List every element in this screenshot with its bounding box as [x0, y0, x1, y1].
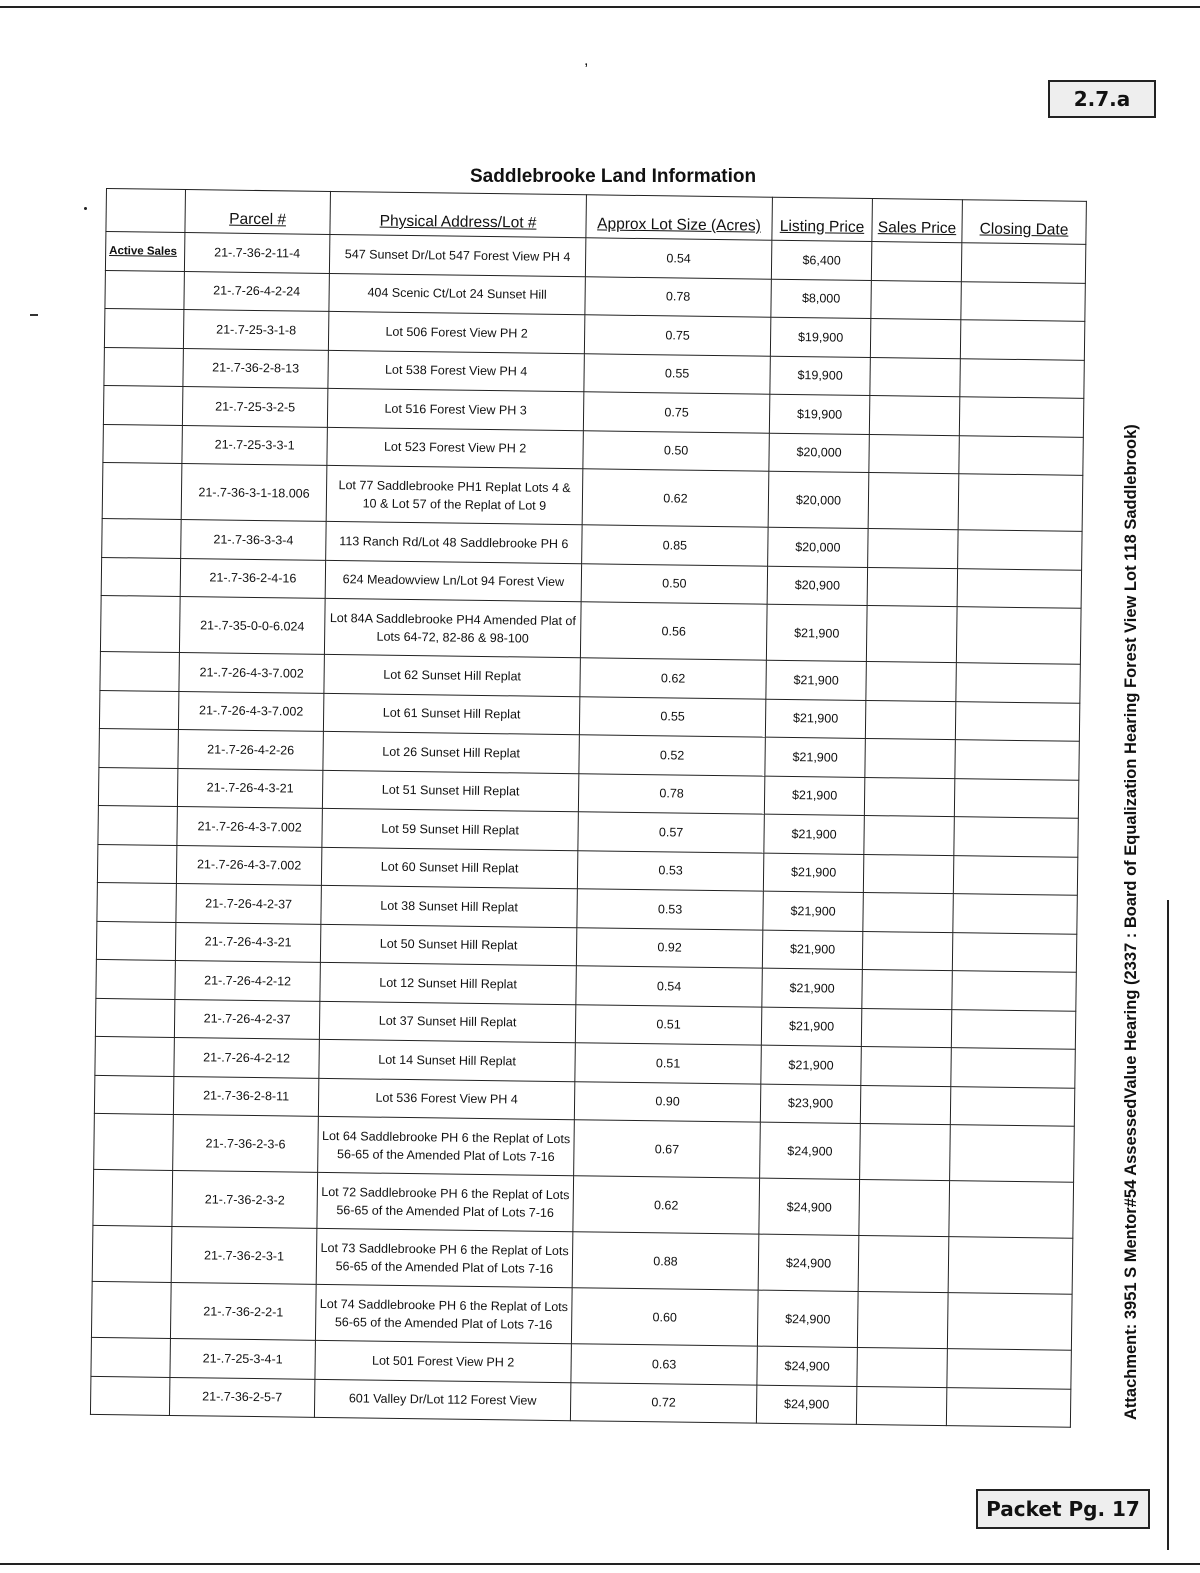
- row-status-cell: [102, 462, 182, 519]
- sales-price-cell: [861, 1008, 951, 1048]
- address-cell: Lot 523 Forest View PH 2: [327, 427, 583, 469]
- parcel-cell: 21-.7-26-4-3-7.002: [178, 691, 323, 731]
- agenda-item-stamp: 2.7.a: [1048, 80, 1156, 118]
- lot-size-cell: 0.51: [575, 1004, 761, 1045]
- closing-date-cell: [954, 817, 1078, 857]
- listing-price-cell: $24,900: [758, 1234, 859, 1291]
- sales-price-cell: [869, 396, 959, 436]
- margin-rule: [1167, 900, 1169, 1550]
- lot-size-cell: 0.53: [577, 889, 763, 930]
- sales-price-cell: [863, 892, 953, 932]
- address-cell: Lot 37 Sunset Hill Replat: [319, 1001, 575, 1043]
- sales-price-cell: [861, 1046, 951, 1086]
- row-status-cell: [103, 424, 182, 464]
- row-status-cell: [95, 1036, 174, 1076]
- row-status-cell: [105, 270, 184, 310]
- closing-date-cell: [950, 1086, 1074, 1126]
- lot-size-cell: 0.62: [582, 469, 769, 527]
- address-cell: Lot 538 Forest View PH 4: [328, 350, 584, 392]
- parcel-cell: 21-.7-26-4-2-12: [174, 1037, 319, 1077]
- closing-date-cell: [958, 474, 1083, 532]
- lot-size-cell: 0.54: [576, 966, 762, 1007]
- sales-price-cell: [867, 567, 957, 607]
- lot-size-cell: 0.62: [573, 1176, 760, 1234]
- listing-price-cell: $20,000: [768, 527, 868, 567]
- address-cell: Lot 64 Saddlebrooke PH 6 the Replat of Lots 56-65 of the Amended Plat of Lots 7-16: [318, 1116, 575, 1175]
- lot-size-cell: 0.92: [576, 927, 762, 968]
- listing-price-cell: $21,900: [765, 737, 865, 777]
- parcel-cell: 21-.7-36-2-5-7: [169, 1377, 314, 1417]
- listing-price-cell: $24,900: [757, 1290, 858, 1347]
- row-status-cell: [100, 651, 179, 691]
- parcel-cell: 21-.7-26-4-2-24: [184, 271, 329, 311]
- address-cell: Lot 516 Forest View PH 3: [327, 388, 583, 430]
- listing-price-cell: $21,900: [766, 660, 866, 700]
- address-cell: Lot 14 Sunset Hill Replat: [319, 1039, 575, 1081]
- lot-size-cell: 0.52: [579, 735, 765, 776]
- address-cell: Lot 84A Saddlebrooke PH4 Amended Plat of Lots 64-72, 82-86 & 98-100: [324, 598, 581, 657]
- listing-price-cell: $19,900: [770, 356, 870, 396]
- row-status-cell: [96, 921, 175, 961]
- sales-price-cell: [863, 854, 953, 894]
- row-status-cell: [104, 308, 183, 348]
- address-cell: Lot 61 Sunset Hill Replat: [323, 693, 579, 735]
- closing-date-cell: [959, 435, 1083, 475]
- row-status-cell: [98, 767, 177, 807]
- parcel-cell: 21-.7-26-4-3-21: [175, 922, 320, 962]
- row-status-cell: [95, 998, 174, 1038]
- address-cell: Lot 38 Sunset Hill Replat: [321, 885, 577, 927]
- header-cell: Listing Price: [772, 197, 873, 241]
- parcel-cell: 21-.7-25-3-2-5: [182, 387, 327, 427]
- row-status-cell: [94, 1113, 174, 1170]
- listing-price-cell: $19,900: [770, 317, 870, 357]
- row-status-cell: [102, 518, 181, 558]
- row-status-cell: [91, 1281, 171, 1338]
- row-status-cell: [99, 690, 178, 730]
- closing-date-cell: [960, 358, 1084, 398]
- sales-price-cell: [859, 1179, 950, 1236]
- parcel-cell: 21-.7-36-2-8-11: [173, 1076, 318, 1116]
- address-cell: Lot 506 Forest View PH 2: [328, 311, 584, 353]
- sales-price-cell: [857, 1347, 947, 1387]
- row-status-cell: [90, 1376, 169, 1416]
- lot-size-cell: 0.60: [571, 1288, 758, 1346]
- lot-size-cell: 0.56: [580, 602, 767, 660]
- address-cell: Lot 501 Forest View PH 2: [315, 1340, 571, 1382]
- sales-price-cell: [868, 473, 959, 530]
- sales-price-cell: [862, 931, 952, 971]
- row-status-cell: [92, 1225, 172, 1282]
- closing-date-cell: [956, 607, 1081, 665]
- row-status-cell: [104, 347, 183, 387]
- listing-price-cell: $6,400: [771, 240, 871, 280]
- lot-size-cell: 0.67: [574, 1120, 761, 1178]
- lot-size-cell: 0.53: [577, 850, 763, 891]
- header-cell: Sales Price: [872, 199, 963, 243]
- listing-price-cell: $21,900: [761, 1045, 861, 1085]
- sales-price-cell: [856, 1386, 946, 1426]
- listing-price-cell: $21,900: [761, 1007, 861, 1047]
- sales-price-cell: [866, 605, 957, 662]
- lot-size-cell: 0.50: [583, 430, 769, 471]
- sales-price-cell: [864, 777, 954, 817]
- row-status-cell: [97, 844, 176, 884]
- address-cell: Lot 77 Saddlebrooke PH1 Replat Lots 4 & 10 & Lot 57 of the Replat of Lot 9: [326, 465, 583, 524]
- closing-date-cell: [956, 663, 1080, 703]
- header-cell: Parcel #: [185, 190, 331, 235]
- address-cell: Lot 26 Sunset Hill Replat: [323, 731, 579, 773]
- lot-size-cell: 0.78: [585, 276, 771, 317]
- closing-date-cell: [955, 701, 1079, 741]
- parcel-cell: 21-.7-25-3-1-8: [183, 310, 328, 350]
- land-information-table: [90, 188, 1087, 1428]
- listing-price-cell: $24,900: [756, 1385, 856, 1425]
- address-cell: 547 Sunset Dr/Lot 547 Forest View PH 4: [329, 234, 585, 276]
- parcel-cell: 21-.7-36-2-3-1: [171, 1226, 317, 1284]
- sales-price-cell: [862, 969, 952, 1009]
- closing-date-cell: [952, 971, 1076, 1011]
- sales-price-cell: [865, 738, 955, 778]
- attachment-caption: Attachment: 3951 S Mentor#54 AssessedValue Hearing (2337 : Board of Equalization Hearing Forest View Lot 118 Saddlebrook): [1122, 424, 1140, 1420]
- address-cell: Lot 73 Saddlebrooke PH 6 the Replat of Lots 56-65 of the Amended Plat of Lots 7-16: [316, 1228, 573, 1287]
- row-status-cell: [99, 728, 178, 768]
- closing-date-cell: [951, 1048, 1075, 1088]
- sales-price-cell: [864, 815, 954, 855]
- closing-date-cell: [950, 1125, 1075, 1183]
- listing-price-cell: $21,900: [763, 891, 863, 931]
- row-status-cell: [96, 959, 175, 999]
- listing-price-cell: $21,900: [766, 604, 867, 661]
- parcel-cell: 21-.7-25-3-3-1: [182, 425, 327, 465]
- row-status-cell: [93, 1169, 173, 1226]
- header-cell: Approx Lot Size (Acres): [586, 195, 773, 240]
- listing-price-cell: $8,000: [771, 279, 871, 319]
- sales-price-cell: [869, 434, 959, 474]
- closing-date-cell: [961, 281, 1085, 321]
- row-status-cell: [94, 1075, 173, 1115]
- parcel-cell: 21-.7-25-3-4-1: [170, 1338, 315, 1378]
- address-cell: Lot 536 Forest View PH 4: [318, 1078, 574, 1120]
- header-cell: [106, 189, 186, 233]
- listing-price-cell: $23,900: [760, 1084, 860, 1124]
- sales-price-cell: [870, 357, 960, 397]
- parcel-cell: 21-.7-26-4-3-7.002: [177, 806, 322, 846]
- lot-size-cell: 0.75: [584, 315, 770, 356]
- bottom-border-line: [0, 1563, 1200, 1565]
- address-cell: 404 Scenic Ct/Lot 24 Sunset Hill: [329, 273, 585, 315]
- closing-date-cell: [947, 1349, 1071, 1389]
- header-cell: Closing Date: [962, 200, 1087, 245]
- lot-size-cell: 0.85: [582, 525, 768, 566]
- lot-size-cell: 0.55: [584, 353, 770, 394]
- closing-date-cell: [957, 568, 1081, 608]
- sales-price-cell: [870, 319, 960, 359]
- address-cell: Lot 62 Sunset Hill Replat: [324, 654, 580, 696]
- lot-size-cell: 0.75: [583, 392, 769, 433]
- listing-price-cell: $21,900: [762, 930, 862, 970]
- row-status-cell: [91, 1337, 170, 1377]
- lot-size-cell: 0.51: [575, 1043, 761, 1084]
- lot-size-cell: 0.63: [571, 1344, 757, 1385]
- scan-mark: ,: [584, 52, 589, 69]
- parcel-cell: 21-.7-35-0-0-6.024: [179, 597, 325, 655]
- row-status-cell: [98, 805, 177, 845]
- listing-price-cell: $19,900: [769, 394, 869, 434]
- row-status-cell: [97, 882, 176, 922]
- listing-price-cell: $20,000: [769, 433, 869, 473]
- listing-price-cell: $20,900: [767, 566, 867, 606]
- parcel-cell: 21-.7-36-3-3-4: [181, 520, 326, 560]
- parcel-cell: 21-.7-36-2-2-1: [170, 1282, 316, 1340]
- sales-price-cell: [868, 529, 958, 569]
- parcel-cell: 21-.7-26-4-3-7.002: [179, 653, 324, 693]
- scan-speck: [84, 207, 87, 210]
- closing-date-cell: [961, 243, 1085, 283]
- lot-size-cell: 0.78: [578, 773, 764, 814]
- parcel-cell: 21-.7-36-2-4-16: [180, 558, 325, 598]
- parcel-cell: 21-.7-26-4-2-26: [178, 729, 323, 769]
- parcel-cell: 21-.7-36-2-11-4: [184, 233, 329, 273]
- document-title: Saddlebrooke Land Information: [470, 166, 757, 187]
- sales-price-cell: [858, 1235, 949, 1292]
- listing-price-cell: $21,900: [763, 853, 863, 893]
- lot-size-cell: 0.90: [574, 1081, 760, 1122]
- closing-date-cell: [946, 1387, 1070, 1427]
- parcel-cell: 21-.7-36-2-3-2: [172, 1170, 318, 1228]
- row-status-cell: [101, 557, 180, 597]
- lot-size-cell: 0.55: [579, 696, 765, 737]
- sales-price-cell: [860, 1123, 951, 1180]
- row-status-cell: [100, 595, 180, 652]
- lot-size-cell: 0.54: [585, 238, 771, 279]
- parcel-cell: 21-.7-26-4-2-37: [174, 999, 319, 1039]
- listing-price-cell: $21,900: [764, 814, 864, 854]
- closing-date-cell: [958, 530, 1082, 570]
- sales-price-cell: [866, 661, 956, 701]
- lot-size-cell: 0.72: [570, 1382, 756, 1423]
- lot-size-cell: 0.57: [578, 812, 764, 853]
- address-cell: 113 Ranch Rd/Lot 48 Saddlebrooke PH 6: [326, 521, 582, 563]
- parcel-cell: 21-.7-26-4-3-7.002: [176, 845, 321, 885]
- top-border-line: [0, 6, 1200, 8]
- listing-price-cell: $24,900: [759, 1178, 860, 1235]
- closing-date-cell: [960, 320, 1084, 360]
- closing-date-cell: [949, 1181, 1074, 1239]
- lot-size-cell: 0.50: [581, 563, 767, 604]
- row-status-cell: [103, 385, 182, 425]
- address-cell: 601 Valley Dr/Lot 112 Forest View: [314, 1379, 570, 1421]
- sales-price-cell: [865, 700, 955, 740]
- closing-date-cell: [959, 397, 1083, 437]
- row-status-cell: Active Sales: [105, 232, 184, 272]
- header-cell: Physical Address/Lot #: [330, 191, 587, 237]
- address-cell: Lot 59 Sunset Hill Replat: [322, 808, 578, 850]
- listing-price-cell: $21,900: [762, 968, 862, 1008]
- closing-date-cell: [953, 855, 1077, 895]
- parcel-cell: 21-.7-36-2-3-6: [173, 1114, 319, 1172]
- listing-price-cell: $24,900: [760, 1122, 861, 1179]
- address-cell: Lot 72 Saddlebrooke PH 6 the Replat of Lots 56-65 of the Amended Plat of Lots 7-16: [317, 1172, 574, 1231]
- closing-date-cell: [954, 778, 1078, 818]
- address-cell: Lot 50 Sunset Hill Replat: [320, 924, 576, 966]
- address-cell: 624 Meadowview Ln/Lot 94 Forest View: [325, 560, 581, 602]
- parcel-cell: 21-.7-26-4-2-37: [176, 883, 321, 923]
- closing-date-cell: [952, 932, 1076, 972]
- lot-size-cell: 0.88: [572, 1232, 759, 1290]
- closing-date-cell: [953, 894, 1077, 934]
- listing-price-cell: $20,000: [768, 471, 869, 528]
- address-cell: Lot 12 Sunset Hill Replat: [320, 962, 576, 1004]
- sales-price-cell: [871, 280, 961, 320]
- parcel-cell: 21-.7-26-4-2-12: [175, 960, 320, 1000]
- closing-date-cell: [951, 1009, 1075, 1049]
- address-cell: Lot 51 Sunset Hill Replat: [322, 770, 578, 812]
- parcel-cell: 21-.7-26-4-3-21: [177, 768, 322, 808]
- closing-date-cell: [955, 740, 1079, 780]
- address-cell: Lot 74 Saddlebrooke PH 6 the Replat of Lots 56-65 of the Amended Plat of Lots 7-16: [315, 1284, 572, 1343]
- listing-price-cell: $21,900: [764, 776, 864, 816]
- sales-price-cell: [860, 1085, 950, 1125]
- closing-date-cell: [947, 1293, 1072, 1351]
- lot-size-cell: 0.62: [580, 658, 766, 699]
- listing-price-cell: $24,900: [757, 1346, 857, 1386]
- packet-page-stamp: Packet Pg. 17: [976, 1489, 1150, 1529]
- sales-price-cell: [857, 1291, 948, 1348]
- sales-price-cell: [871, 242, 961, 282]
- closing-date-cell: [948, 1237, 1073, 1295]
- parcel-cell: 21-.7-36-3-1-18.006: [181, 464, 327, 522]
- address-cell: Lot 60 Sunset Hill Replat: [321, 847, 577, 889]
- listing-price-cell: $21,900: [765, 699, 865, 739]
- parcel-cell: 21-.7-36-2-8-13: [183, 348, 328, 388]
- scan-speck: [30, 314, 38, 316]
